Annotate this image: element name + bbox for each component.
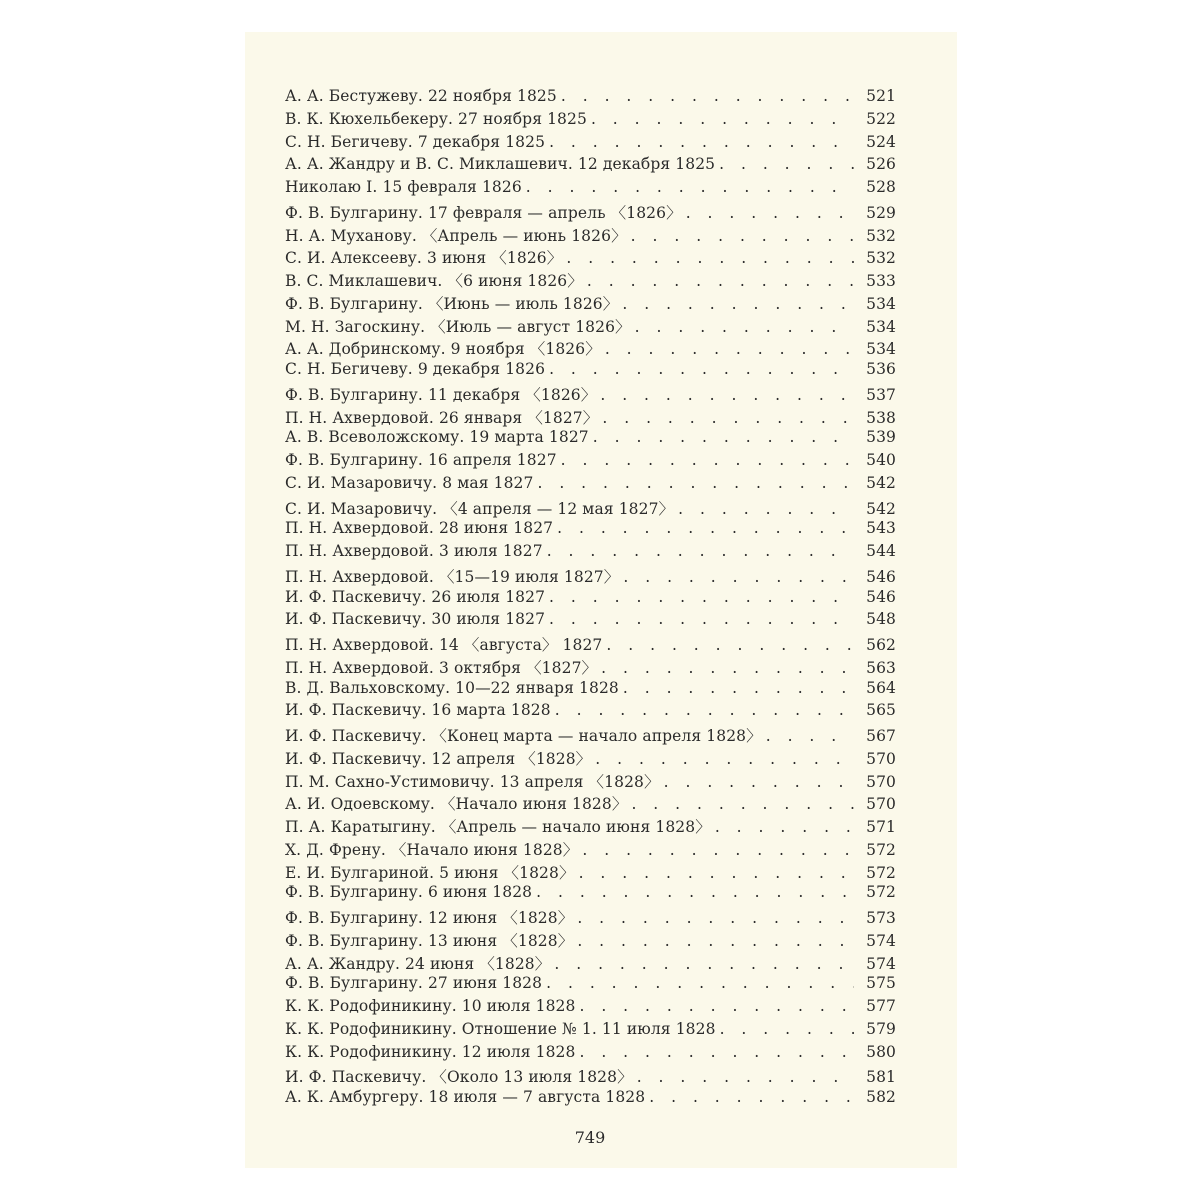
toc-entry-page: 575 xyxy=(866,974,896,993)
toc-entry-title: Ф. В. Булгарину. 17 февраля — апрель 〈1826〉 xyxy=(285,203,682,222)
dot-leader xyxy=(561,451,854,469)
toc-entry-title: Ф. В. Булгарину. 〈Июнь — июль 1826〉 xyxy=(285,294,619,313)
toc-entry-title: Ф. В. Булгарину. 16 апреля 1827 xyxy=(285,451,557,469)
toc-entry-page: 574 xyxy=(866,954,896,973)
toc-entry-title: П. Н. Ахвердовой. 3 июля 1827 xyxy=(285,542,543,560)
dot-leader xyxy=(561,87,854,105)
toc-entry-page: 534 xyxy=(866,294,896,313)
toc-entry xyxy=(285,1043,896,1066)
toc-entry-page: 567 xyxy=(866,727,896,745)
toc-entry xyxy=(285,110,896,133)
toc-entry-title: Николаю I. 15 февраля 1826 xyxy=(285,178,522,196)
toc-entry-page: 571 xyxy=(866,818,896,836)
toc-entry xyxy=(285,679,896,702)
toc-entry xyxy=(285,178,896,201)
dot-leader xyxy=(623,679,854,697)
dot-leader xyxy=(566,249,854,267)
toc-entry-title: С. И. Алексееву. 3 июня 〈1826〉 xyxy=(285,249,563,268)
toc-entry xyxy=(285,542,896,565)
toc-entry-page: 539 xyxy=(866,428,896,447)
toc-entry xyxy=(285,838,896,861)
toc-entry xyxy=(285,1088,896,1111)
toc-entry-page: 565 xyxy=(866,701,896,720)
dot-leader xyxy=(577,932,854,950)
page-number: 749 xyxy=(574,1128,606,1147)
toc-entry-title: А. А. Жандру и В. С. Миклашевич. 12 декабря 1825 xyxy=(285,155,716,174)
dot-leader xyxy=(720,1020,854,1038)
toc-entry xyxy=(285,292,896,315)
toc-entry-title: А. И. Одоевскому. 〈Начало июня 1828〉 xyxy=(285,795,628,814)
toc-entry xyxy=(285,428,896,451)
toc-entry-title: К. К. Родофиникину. 10 июля 1828 xyxy=(285,997,576,1015)
toc-entry-title: Ф. В. Булгарину. 6 июня 1828 xyxy=(285,883,533,902)
toc-entry-page: 548 xyxy=(866,610,896,629)
toc-entry-page: 544 xyxy=(866,542,896,560)
toc-entry-page: 532 xyxy=(866,249,896,268)
toc-entry xyxy=(285,246,896,269)
toc-entry-title: И. Ф. Паскевичу. 〈Конец марта — начало апреля 1828〉 xyxy=(285,727,762,745)
toc-entry-page: 538 xyxy=(866,408,896,427)
toc-entry-page: 540 xyxy=(866,451,896,469)
toc-entry xyxy=(285,974,896,997)
toc-entry-page: 579 xyxy=(866,1019,896,1038)
toc-entry-title: Ф. В. Булгарину. 13 июня 〈1828〉 xyxy=(285,931,574,950)
dot-leader xyxy=(686,204,854,222)
dot-leader xyxy=(536,883,854,901)
toc-entry-title: С. Н. Бегичеву. 9 декабря 1826 xyxy=(285,360,546,378)
toc-entry-page: 543 xyxy=(866,519,896,538)
toc-entry-title: И. Ф. Паскевичу. 26 июля 1827 xyxy=(285,587,546,606)
toc-entry-page: 572 xyxy=(866,883,896,902)
toc-entry-title: К. К. Родофиникину. 12 июля 1828 xyxy=(285,1042,576,1061)
toc-entry-page: 524 xyxy=(866,132,896,151)
toc-entry-page: 521 xyxy=(866,87,896,105)
toc-entry-page: 534 xyxy=(866,317,896,336)
toc-entry-title: Е. И. Булгариной. 5 июня 〈1828〉 xyxy=(285,863,575,882)
toc-entry xyxy=(285,337,896,360)
dot-leader xyxy=(719,155,854,173)
toc-entry-title: С. И. Мазаровичу. 8 мая 1827 xyxy=(285,473,534,492)
dot-leader xyxy=(526,178,854,196)
toc-entry-title: В. С. Миклашевич. 〈6 июня 1826〉 xyxy=(285,272,583,290)
toc-entry xyxy=(285,815,896,838)
toc-entry-page: 528 xyxy=(866,178,896,196)
toc-entry xyxy=(285,87,896,110)
toc-entry xyxy=(285,133,896,156)
toc-entry-page: 570 xyxy=(866,749,896,768)
dot-leader xyxy=(579,997,854,1015)
toc-entry-page: 546 xyxy=(866,567,896,586)
toc-entry-page: 522 xyxy=(866,109,896,128)
dot-leader xyxy=(678,500,854,518)
toc-entry-page: 582 xyxy=(866,1088,896,1106)
toc-entry xyxy=(285,724,896,747)
dot-leader xyxy=(554,955,854,973)
toc-entry-title: А. А. Бестужеву. 22 ноября 1825 xyxy=(285,87,557,105)
dot-leader xyxy=(587,272,854,290)
toc-entry xyxy=(285,451,896,474)
toc-entry xyxy=(285,883,896,906)
toc-entry-title: П. Н. Ахвердовой. 3 октября 〈1827〉 xyxy=(285,658,598,677)
dot-leader xyxy=(549,360,854,378)
toc-entry-page: 533 xyxy=(866,272,896,290)
dot-leader xyxy=(579,1043,854,1061)
toc-entry xyxy=(285,269,896,292)
toc-entry-title: Ф. В. Булгарину. 11 декабря 〈1826〉 xyxy=(285,385,597,404)
toc-entry-title: И. Ф. Паскевичу. 30 июля 1827 xyxy=(285,610,546,629)
toc-entry-page: 570 xyxy=(866,772,896,791)
toc-entry-page: 574 xyxy=(866,931,896,950)
toc-entry-page: 572 xyxy=(866,863,896,882)
dot-leader xyxy=(593,428,854,446)
toc-entry-page: 581 xyxy=(866,1068,896,1087)
dot-leader xyxy=(622,295,854,313)
dot-leader xyxy=(637,1068,854,1086)
toc-entry-title: Х. Д. Френу. 〈Начало июня 1828〉 xyxy=(285,840,579,859)
toc-entry xyxy=(285,1065,896,1088)
toc-entry xyxy=(285,474,896,497)
toc-entry-page: 562 xyxy=(866,636,896,654)
toc-entry xyxy=(285,588,896,611)
dot-leader xyxy=(766,727,854,745)
toc-entry xyxy=(285,1020,896,1043)
dot-leader xyxy=(605,340,854,358)
dot-leader xyxy=(600,386,854,404)
dot-leader xyxy=(715,818,854,836)
toc-entry xyxy=(285,929,896,952)
toc-entry-page: 542 xyxy=(866,473,896,492)
dot-leader xyxy=(579,864,854,882)
dot-leader xyxy=(549,133,854,151)
toc-entry-page: 573 xyxy=(866,909,896,927)
dot-leader xyxy=(635,318,854,336)
toc-entry xyxy=(285,906,896,929)
toc-entry-title: И. Ф. Паскевичу. 12 апреля 〈1828〉 xyxy=(285,749,592,768)
dot-leader xyxy=(557,519,854,537)
toc-entry-title: И. Ф. Паскевичу. 〈Около 13 июля 1828〉 xyxy=(285,1068,633,1087)
toc-entry-title: Ф. В. Булгарину. 27 июня 1828 xyxy=(285,974,543,993)
toc-entry-title: К. К. Родофиникину. Отношение № 1. 11 июля 1828 xyxy=(285,1019,716,1038)
toc-entry-page: 534 xyxy=(866,340,896,359)
toc-entry-title: С. Н. Бегичеву. 7 декабря 1825 xyxy=(285,132,546,151)
toc-entry xyxy=(285,519,896,542)
toc-entry-page: 564 xyxy=(866,678,896,697)
toc-entry-title: А. В. Всеволожскому. 19 марта 1827 xyxy=(285,428,589,447)
toc-entry-title: П. А. Каратыгину. 〈Апрель — начало июня 1828〉 xyxy=(285,818,711,836)
toc-entry xyxy=(285,155,896,178)
dot-leader xyxy=(631,227,854,245)
toc-entry-page: 577 xyxy=(866,997,896,1015)
toc-entry xyxy=(285,861,896,884)
dot-leader xyxy=(664,773,854,791)
toc-entry xyxy=(285,315,896,338)
toc-entry-page: 570 xyxy=(866,795,896,814)
dot-leader xyxy=(537,474,854,492)
toc-entry xyxy=(285,747,896,770)
dot-leader xyxy=(591,110,854,128)
dot-leader xyxy=(595,750,854,768)
toc-entry-title: В. Д. Вальховскому. 10—22 января 1828 xyxy=(285,678,619,697)
toc-entry xyxy=(285,565,896,588)
toc-entry xyxy=(285,997,896,1020)
dot-leader xyxy=(547,542,854,560)
toc-entry xyxy=(285,360,896,383)
toc-entry-page: 526 xyxy=(866,155,896,174)
dot-leader xyxy=(555,701,854,719)
toc-entry xyxy=(285,656,896,679)
dot-leader xyxy=(631,795,854,813)
toc-entry-title: П. Н. Ахвердовой. 28 июня 1827 xyxy=(285,519,554,538)
toc-entry-page: 546 xyxy=(866,587,896,606)
toc-entry-page: 542 xyxy=(866,499,896,518)
toc-entry xyxy=(285,701,896,724)
toc-entry-page: 529 xyxy=(866,203,896,222)
toc-entry-title: С. И. Мазаровичу. 〈4 апреля — 12 мая 1827〉 xyxy=(285,499,675,518)
toc-entry xyxy=(285,633,896,656)
toc-entry-page: 563 xyxy=(866,658,896,677)
toc-entry xyxy=(285,952,896,975)
dot-leader xyxy=(602,409,854,427)
toc-entry xyxy=(285,201,896,224)
toc-entry-title: Ф. В. Булгарину. 12 июня 〈1828〉 xyxy=(285,909,574,927)
toc-entry-page: 572 xyxy=(866,840,896,859)
dot-leader xyxy=(649,1088,854,1106)
toc-entry-title: В. К. Кюхельбекеру. 27 ноября 1825 xyxy=(285,109,587,128)
dot-leader xyxy=(601,659,854,677)
toc-entry-page: 580 xyxy=(866,1042,896,1061)
toc-entry-title: П. Н. Ахвердовой. 14 〈августа〉 1827 xyxy=(285,636,603,654)
toc-entry-page: 532 xyxy=(866,226,896,245)
toc-entry-title: П. М. Сахно-Устимовичу. 13 апреля 〈1828〉 xyxy=(285,772,660,791)
dot-leader xyxy=(549,610,854,628)
toc-entry xyxy=(285,497,896,520)
dot-leader xyxy=(623,568,854,586)
toc-entry-title: А. А. Жандру. 24 июня 〈1828〉 xyxy=(285,954,551,973)
toc-entry-title: И. Ф. Паскевичу. 16 марта 1828 xyxy=(285,701,551,720)
toc-entry-title: Н. А. Муханову. 〈Апрель — июнь 1826〉 xyxy=(285,226,627,245)
toc-entry-page: 537 xyxy=(866,385,896,404)
table-of-contents xyxy=(285,87,896,1111)
toc-entry-title: П. Н. Ахвердовой. 26 января 〈1827〉 xyxy=(285,408,599,427)
toc-entry xyxy=(285,770,896,793)
dot-leader xyxy=(577,909,854,927)
toc-entry-title: М. Н. Загоскину. 〈Июль — август 1826〉 xyxy=(285,317,631,336)
dot-leader xyxy=(582,841,854,859)
toc-entry xyxy=(285,383,896,406)
toc-entry xyxy=(285,792,896,815)
toc-entry xyxy=(285,610,896,633)
toc-entry-page: 536 xyxy=(866,360,896,378)
toc-entry xyxy=(285,406,896,429)
toc-entry-title: А. А. Добринскому. 9 ноября 〈1826〉 xyxy=(285,340,601,359)
dot-leader xyxy=(606,636,854,654)
toc-entry-title: А. К. Амбургеру. 18 июля — 7 августа 1828 xyxy=(285,1088,646,1106)
toc-entry-title: П. Н. Ахвердовой. 〈15—19 июля 1827〉 xyxy=(285,567,620,586)
dot-leader xyxy=(546,974,854,992)
book-page xyxy=(245,32,957,1168)
dot-leader xyxy=(549,588,854,606)
toc-entry xyxy=(285,224,896,247)
